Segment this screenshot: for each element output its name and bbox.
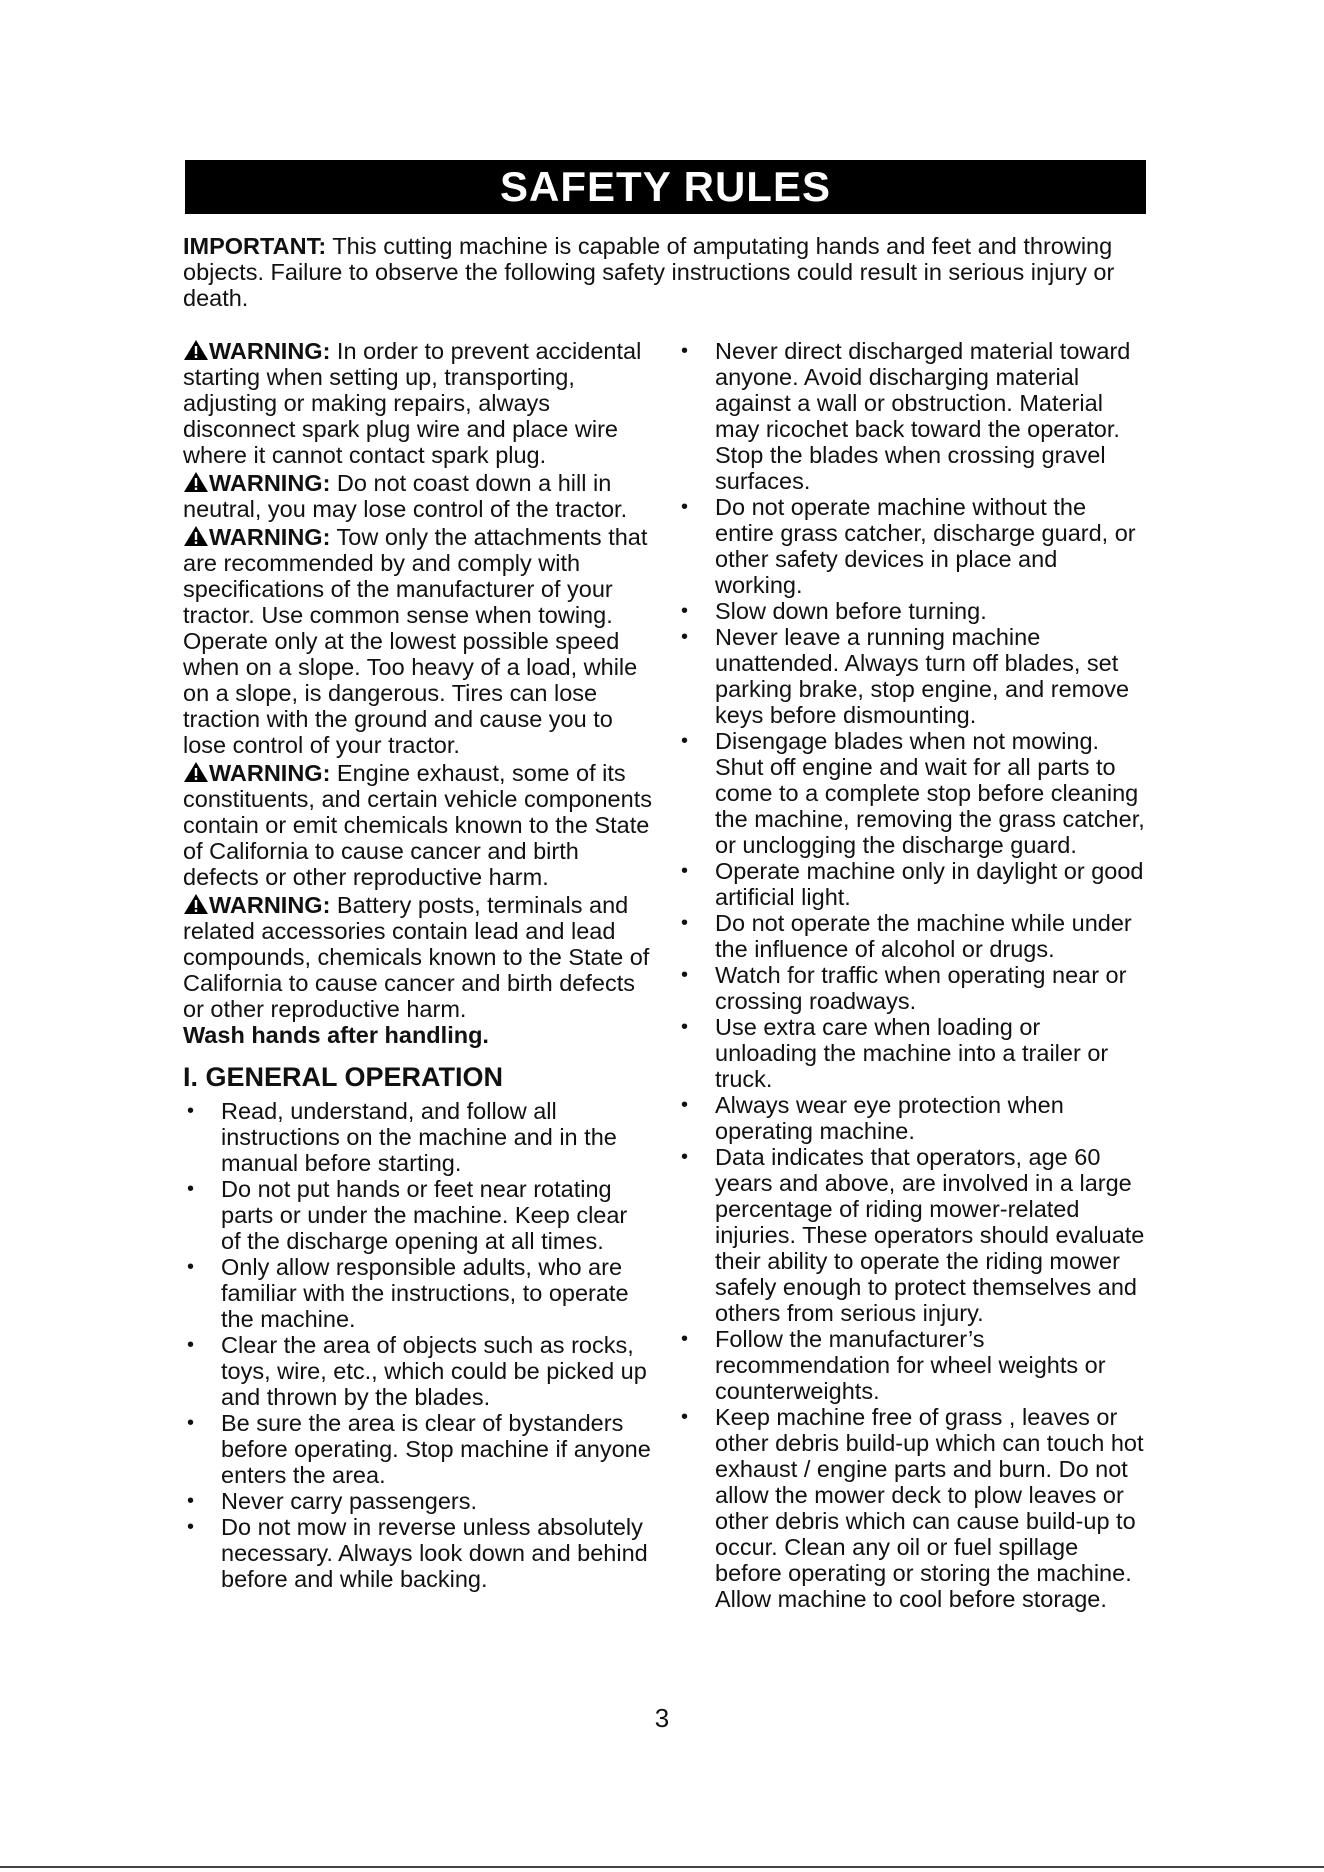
warning-paragraph — [183, 892, 653, 1048]
list-item — [677, 494, 1147, 598]
list-item-text: Be sure the area is clear of bystanders before operating. Stop machine if anyone enters the area. — [221, 1410, 651, 1488]
bullet: • — [681, 1328, 689, 1350]
list-item-text: Do not operate the machine while under the influence of alcohol or drugs. — [715, 910, 1132, 962]
warning-label: WARNING: — [209, 524, 331, 550]
list-item — [677, 858, 1147, 910]
warning-label: WARNING: — [209, 338, 331, 364]
list-item-text: Operate machine only in daylight or good artificial light. — [715, 858, 1144, 910]
warning-text: Do not coast down a hill in neutral, you may lose control of the tractor. — [183, 470, 628, 522]
list-item — [183, 1254, 653, 1332]
list-item-text: Use extra care when loading or unloading the machine into a trailer or truck. — [715, 1014, 1109, 1092]
safety-bullet-list — [677, 338, 1147, 1612]
bullet: • — [187, 1516, 195, 1538]
bullet: • — [681, 964, 689, 986]
list-item — [183, 1098, 653, 1176]
list-item — [677, 1092, 1147, 1144]
list-item — [677, 1144, 1147, 1326]
warning-text: Battery posts, terminals and related accessories contain lead and lead compounds, chemicals known to the State of California to cause cancer and birth defects or other reproductive harm. — [183, 892, 650, 1022]
bullet: • — [187, 1178, 195, 1200]
warning-triangle-icon — [183, 339, 209, 361]
list-item — [677, 728, 1147, 858]
warning-triangle-icon — [183, 893, 209, 915]
list-item — [677, 962, 1147, 1014]
list-item — [677, 910, 1147, 962]
bottom-border — [0, 1866, 1324, 1868]
list-item — [677, 1326, 1147, 1404]
warning-paragraph — [183, 470, 653, 522]
bullet: • — [187, 1334, 195, 1356]
list-item-text: Follow the manufacturer’s recommendation for wheel weights or counterweights. — [715, 1326, 1106, 1404]
warning-text: Engine exhaust, some of its constituents, and certain vehicle components contain or emit chemicals known to the State of California to cause cancer and birth defects or other reproductive harm. — [183, 760, 652, 890]
list-item-text: Keep machine free of grass , leaves or other debris build-up which can touch hot exhaust / engine parts and burn. Do not allow the mower deck to plow leaves or other debris which can cause build-up to occur. Clean any oil or fuel spillage before operating or storing the machine. Allow machine to cool before storage. — [715, 1404, 1144, 1612]
warning-label: WARNING: — [209, 892, 331, 918]
warning-label: WARNING: — [209, 470, 331, 496]
list-item — [677, 598, 1147, 624]
list-item — [677, 1014, 1147, 1092]
right-column — [677, 338, 1147, 1612]
list-item-text: Do not operate machine without the entire grass catcher, discharge guard, or other safety devices in place and working. — [715, 494, 1136, 598]
title-banner — [185, 160, 1146, 214]
bullet: • — [681, 860, 689, 882]
bullet: • — [681, 1406, 689, 1428]
list-item-text: Disengage blades when not mowing. Shut off engine and wait for all parts to come to a complete stop before cleaning the machine, removing the grass catcher, or unclogging the discharge guard. — [715, 728, 1145, 858]
warning-triangle-icon — [183, 471, 209, 493]
section-heading: I. GENERAL OPERATION — [183, 1062, 504, 1092]
list-item-text: Never direct discharged material toward anyone. Avoid discharging material against a wall or obstruction. Material may ricochet back toward the operator. Stop the blades when crossing gravel surfaces. — [715, 338, 1131, 494]
warning-text: Tow only the attachments that are recommended by and comply with specifications of the manufacturer of your tractor. Use common sense when towing. Operate only at the lowest possible speed when on a slope. Too heavy of a load, while on a slope, is dangerous. Tires can lose traction with the ground and cause you to lose control of your tractor. — [183, 524, 648, 758]
list-item — [183, 1332, 653, 1410]
list-item-text: Do not put hands or feet near rotating parts or under the machine. Keep clear of the discharge opening at all times. — [221, 1176, 628, 1254]
list-item-text: Clear the area of objects such as rocks, toys, wire, etc., which could be picked up and thrown by the blades. — [221, 1332, 647, 1410]
list-item — [677, 338, 1147, 494]
bullet: • — [681, 1094, 689, 1116]
warning-paragraph — [183, 760, 653, 890]
bullet: • — [187, 1490, 195, 1512]
warning-triangle-icon — [183, 525, 209, 547]
list-item-text: Watch for traffic when operating near or crossing roadways. — [715, 962, 1127, 1014]
page-number: 3 — [654, 1703, 670, 1733]
bullet: • — [681, 912, 689, 934]
list-item — [183, 1514, 653, 1592]
warning-paragraph — [183, 338, 653, 468]
list-item-text: Do not mow in reverse unless absolutely necessary. Always look down and behind before and while backing. — [221, 1514, 648, 1592]
bullet: • — [187, 1412, 195, 1434]
general-operation-list — [183, 1098, 653, 1592]
list-item — [677, 624, 1147, 728]
bullet: • — [681, 340, 689, 362]
list-item — [183, 1410, 653, 1488]
list-item-text: Only allow responsible adults, who are familiar with the instructions, to operate the machine. — [221, 1254, 629, 1332]
bullet: • — [681, 730, 689, 752]
list-item-text: Read, understand, and follow all instructions on the machine and in the manual before starting. — [221, 1098, 617, 1176]
wash-hands-notice: Wash hands after handling. — [183, 1022, 489, 1048]
warning-text: In order to prevent accidental starting when setting up, transporting, adjusting or making repairs, always disconnect spark plug wire and place wire where it cannot contact spark plug. — [183, 338, 642, 468]
list-item-text: Never carry passengers. — [221, 1488, 477, 1514]
bullet: • — [681, 1146, 689, 1168]
warning-label: WARNING: — [209, 760, 331, 786]
left-column — [183, 338, 653, 1592]
bullet: • — [681, 626, 689, 648]
list-item-text: Always wear eye protection when operating machine. — [715, 1092, 1064, 1144]
list-item — [183, 1488, 653, 1514]
bullet: • — [187, 1100, 195, 1122]
important-label: IMPORTANT: — [183, 233, 327, 259]
list-item — [677, 1404, 1147, 1612]
list-item — [183, 1176, 653, 1254]
bullet: • — [681, 496, 689, 518]
bullet: • — [681, 600, 689, 622]
warning-triangle-icon — [183, 761, 209, 783]
list-item-text: Never leave a running machine unattended. Always turn off blades, set parking brake, stop engine, and remove keys before dismounting. — [715, 624, 1130, 728]
important-notice — [183, 233, 1153, 311]
list-item-text: Data indicates that operators, age 60 years and above, are involved in a large percentage of riding mower-related injuries. These operators should evaluate their ability to operate the riding mower safely enough to protect themselves and others from serious injury. — [715, 1144, 1145, 1326]
important-text: This cutting machine is capable of amputating hands and feet and throwing objects. Failure to observe the following safety instructions could result in serious injury or death. — [183, 233, 1115, 311]
list-item-text: Slow down before turning. — [715, 598, 987, 624]
warning-paragraph — [183, 524, 653, 758]
bullet: • — [681, 1016, 689, 1038]
page-title: SAFETY RULES — [500, 163, 831, 210]
bullet: • — [187, 1256, 195, 1278]
